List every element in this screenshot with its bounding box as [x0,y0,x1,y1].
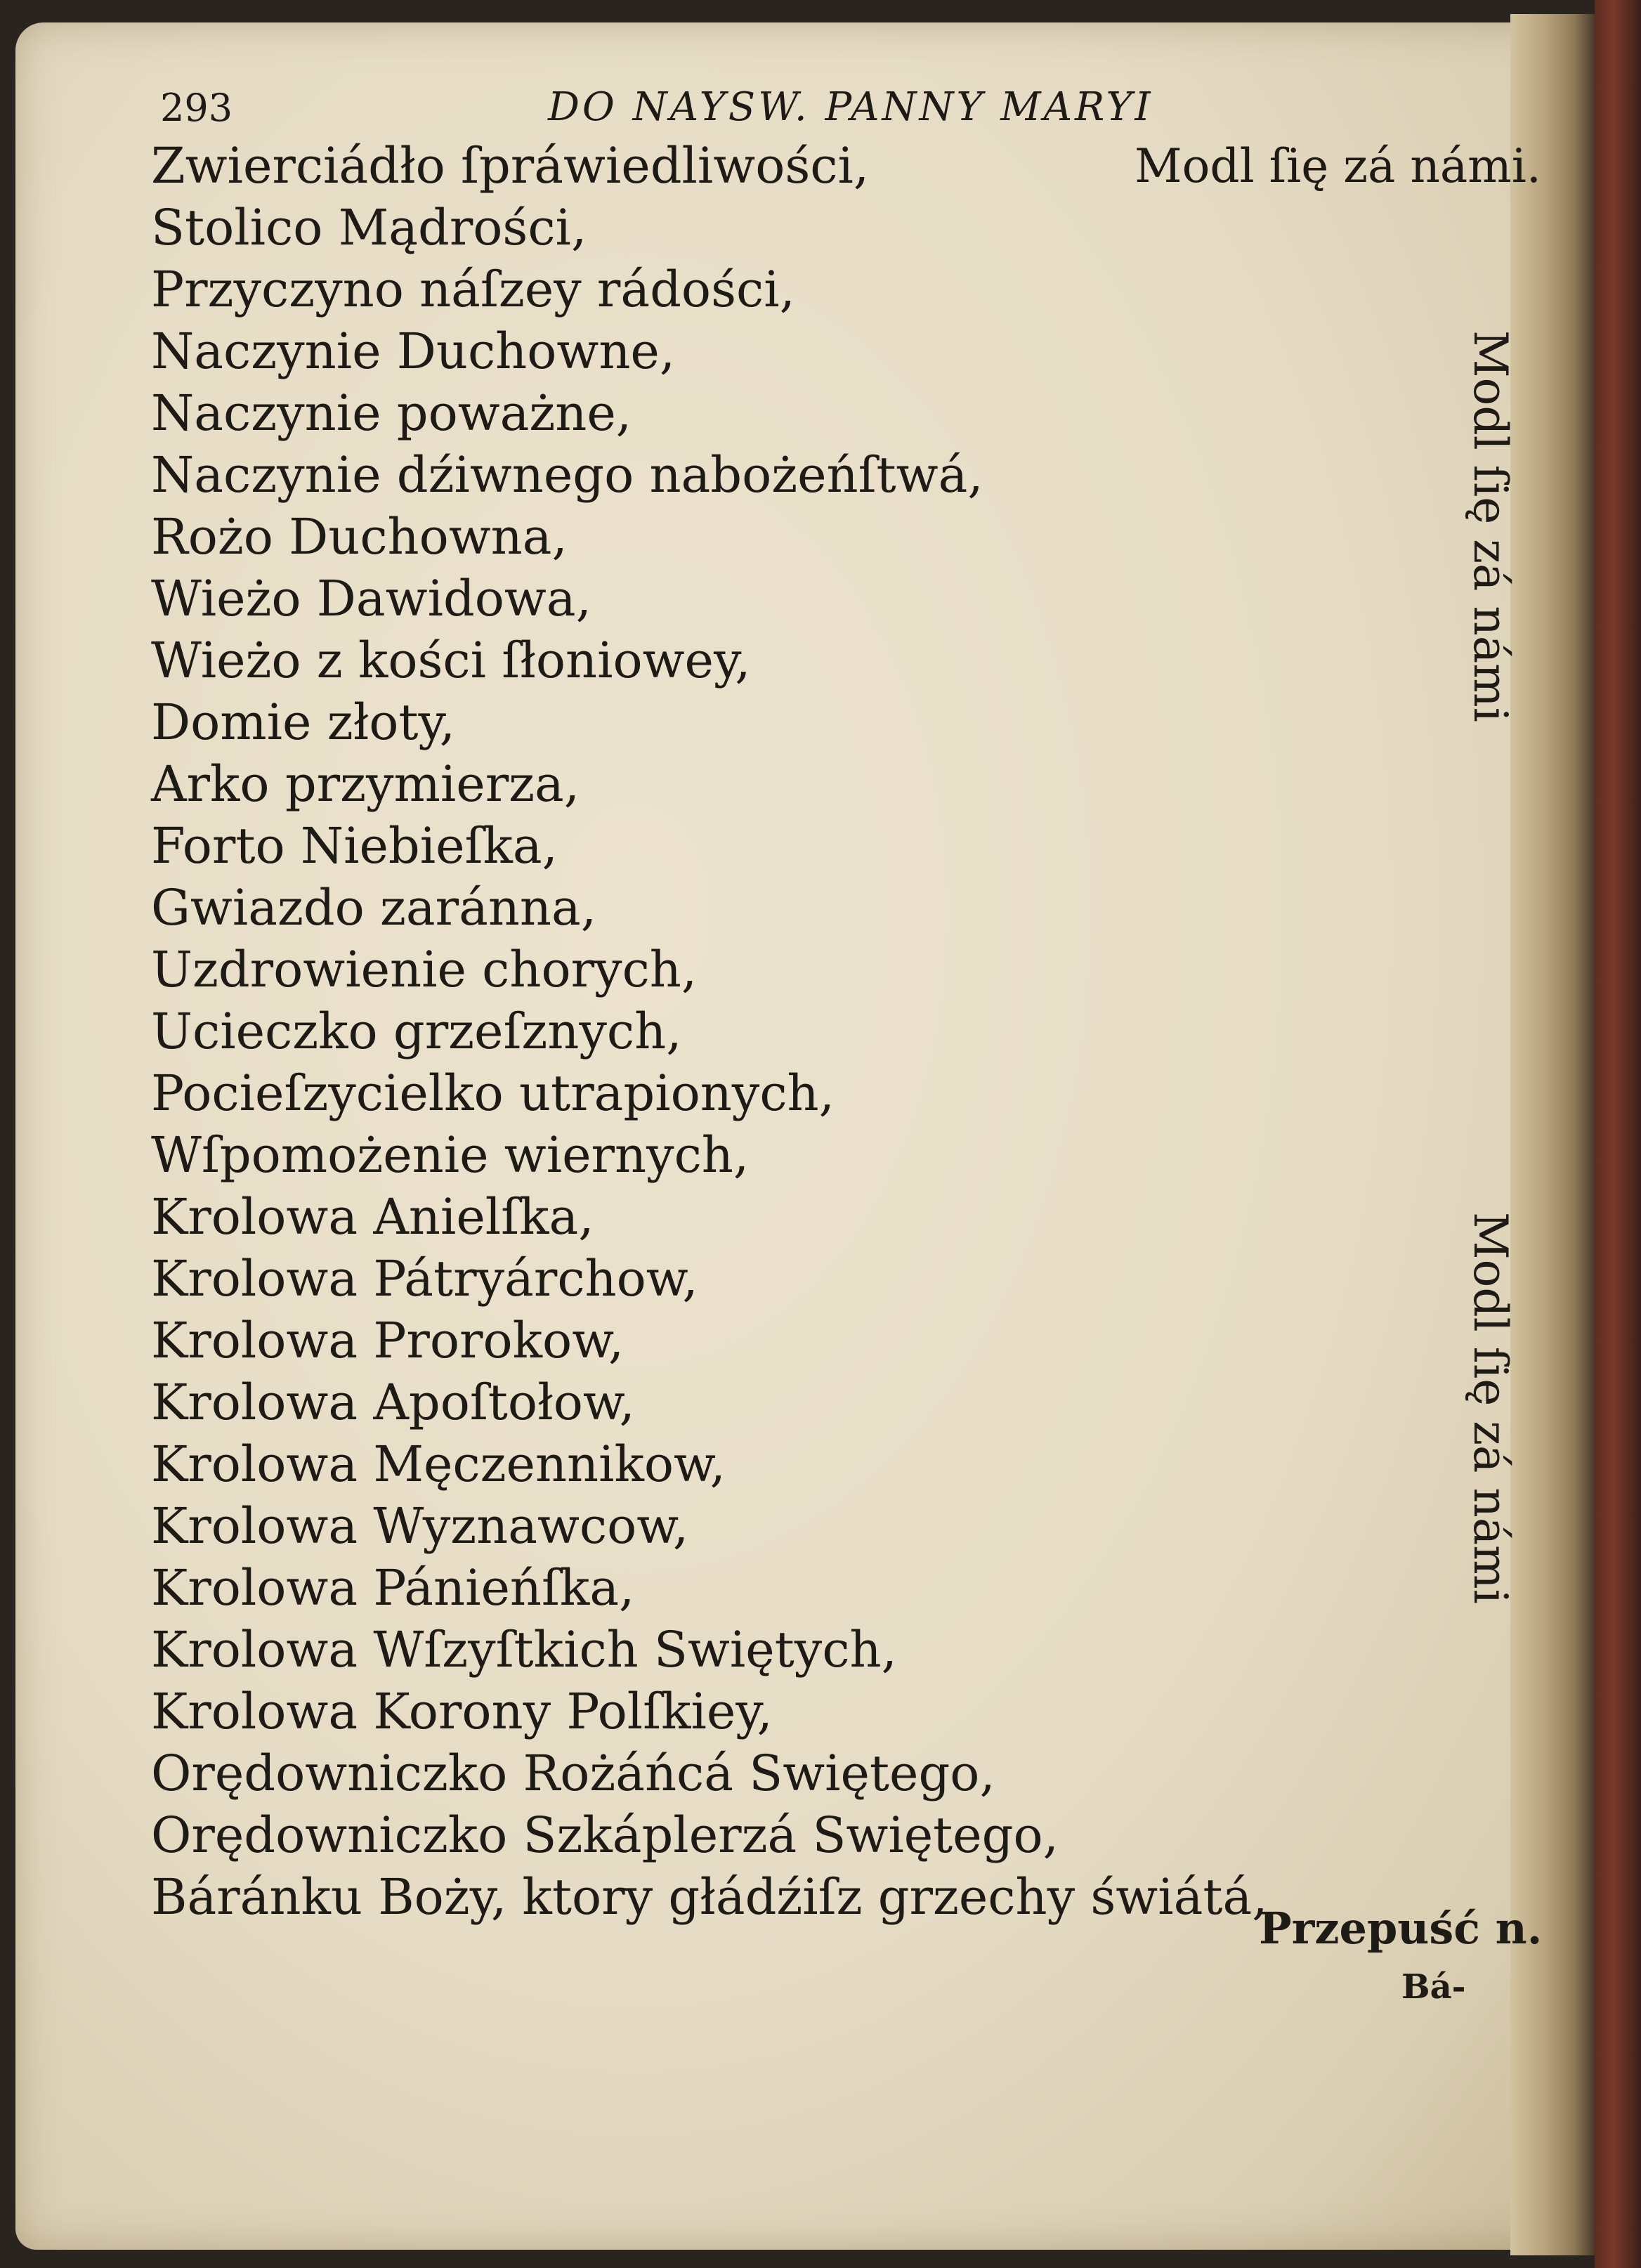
response-pray-for-us: Modl ſię zá námi. [1135,139,1541,193]
litany-line: Orędowniczko Rożáńcá Swiętego, [151,1745,995,1802]
response-vertical-upper: Modl ſię zá námi [1463,330,1517,722]
litany-line: Krolowa Pátryárchow, [151,1250,698,1308]
page-number: 293 [160,86,233,130]
litany-line: Krolowa Anielſka, [151,1188,594,1246]
litany-line: Uzdrowienie chorych, [151,941,698,998]
litany-line: Krolowa Wyznawcow, [151,1497,689,1555]
litany-line: Forto Niebieſka, [151,817,558,875]
litany-line: Wieżo z kości ſłoniowey, [151,632,751,689]
litany-line: Ucieczko grzeſznych, [151,1003,682,1060]
litany-line: Stolico Mądrości, [151,199,587,256]
litany-line: Pocieſzycielko utrapionych, [151,1064,835,1122]
litany-line: Krolowa Korony Polſkiey, [151,1683,773,1740]
litany-line: Krolowa Pánieńſka, [151,1559,635,1617]
litany-line: Domie złoty, [151,693,456,751]
catchword: Bá- [1401,1967,1466,2007]
litany-line: Wieżo Dawidowa, [151,570,591,627]
litany-line: Krolowa Apoſtołow, [151,1374,635,1431]
litany-line: Naczynie poważne, [151,384,632,442]
litany-list [151,135,1267,1928]
litany-line: Báránku Boży, ktory głádźiſz grzechy świátá, [151,1868,1268,1926]
litany-line: Wſpomożenie wiernych, [151,1126,750,1184]
litany-line: Zwierciádło ſpráwiedliwości, [151,137,870,195]
book-cover-edge [1595,0,1641,2268]
litany-line: Rożo Duchowna, [151,508,568,566]
litany-line: Arko przymierza, [151,755,580,813]
litany-line: Naczynie Duchowne, [151,322,676,380]
litany-line: Przyczyno náſzey rádości, [151,261,795,318]
litany-line: Krolowa Prorokow, [151,1312,625,1369]
litany-line: Krolowa Wſzyſtkich Swiętych, [151,1621,897,1679]
litany-line: Naczynie dźiwnego nabożeńſtwá, [151,446,983,504]
response-spare-us: Przepuść n. [1259,1903,1543,1954]
litany-line: Krolowa Męczennikow, [151,1435,726,1493]
litany-line: Orędowniczko Szkáplerzá Swiętego, [151,1806,1059,1864]
litany-line: Gwiazdo zaránna, [151,879,596,937]
running-head: DO NAYSW. PANNY MARYI [548,84,1153,130]
response-vertical-lower: Modl ſię zá námi [1463,1212,1517,1604]
